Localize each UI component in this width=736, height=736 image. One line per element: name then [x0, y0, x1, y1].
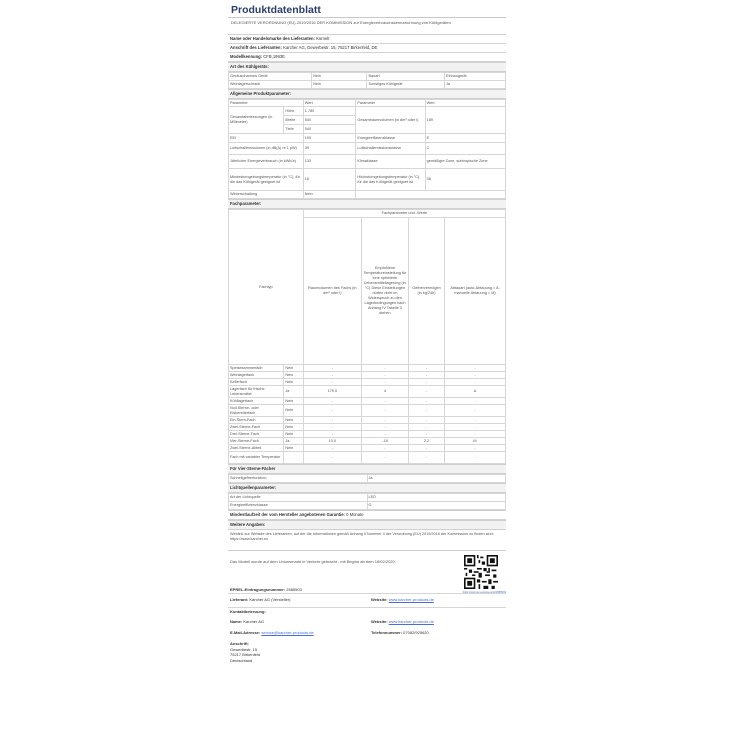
- footer-block: [228, 551, 506, 671]
- lieferant-value: Karcher AG (Versteller): [249, 597, 291, 602]
- table-cell: Nein: [284, 405, 303, 417]
- table-cell: 2,2: [409, 438, 445, 445]
- table-cell: LED: [367, 494, 506, 502]
- table-cell: Tiefe: [284, 125, 303, 134]
- table-cell: -: [409, 372, 445, 379]
- table-row: [229, 191, 506, 199]
- table-cell: Winterschaltung: [229, 191, 304, 199]
- table-cell: -: [409, 405, 445, 417]
- table-cell: -: [303, 417, 361, 424]
- table-cell: Energieeffizienzklasse: [229, 502, 368, 510]
- table-cell: -: [361, 417, 408, 424]
- table-cell: Weinlagerfach: [229, 372, 284, 379]
- appliance-type-table: [228, 72, 506, 89]
- eprel-value: 2585503: [286, 587, 302, 592]
- table-cell: E: [425, 134, 505, 143]
- page-title: Produktdatenblatt: [228, 0, 506, 18]
- compartment-row: [229, 424, 506, 431]
- table-cell: -: [303, 424, 361, 431]
- more-info-text: Weblink zur Website des Lieferanten, auf der die Informationen gemäß Anhang II Nummer 4 der Verordnung (EU) 2019/2016 der Kommission zu finden sind: https://www.karcher.eu: [228, 530, 506, 551]
- section-light-source: Lichtquellenparameter:: [228, 483, 506, 493]
- table-cell: -: [361, 365, 408, 372]
- table-cell: Nein: [284, 417, 303, 424]
- table-cell: EEI: [229, 134, 304, 143]
- table-cell: -: [303, 452, 361, 464]
- website2-label: Website:: [371, 619, 388, 624]
- phone-value: 07082/925620: [403, 630, 429, 635]
- temperature-header: Empfohlene Temperatureinstellung für eine optimierte Lebensmittellagerung (in °C) Diese Einstellungen dürfen nicht im Widerspruch zu den Lagerbedingungen nach Anhang IV Tabelle 3 stehen: [361, 218, 408, 365]
- table-cell: 4: [361, 386, 408, 398]
- table-cell: Einbaugerät: [445, 73, 506, 81]
- table-cell: -: [445, 372, 506, 379]
- table-row: [229, 169, 506, 191]
- address-line: Deutschland: [230, 657, 253, 663]
- compartment-row: [229, 379, 506, 386]
- defrost-header: Abtauart (auto-Abtauung = A, manuelle Abtauung = M): [445, 218, 506, 365]
- table-cell: Luftschallemissionen (in dB(A) re 1 pW): [229, 143, 304, 155]
- volume-value: 189: [425, 107, 505, 134]
- table-cell: Nein: [284, 365, 303, 372]
- compartment-row: [229, 431, 506, 438]
- table-header-cell: Wert: [425, 100, 505, 107]
- compartment-row: [229, 386, 506, 398]
- table-cell: -: [445, 365, 506, 372]
- name-value: Karcher AG: [243, 619, 265, 624]
- compartment-row: [229, 398, 506, 405]
- table-cell: -: [409, 365, 445, 372]
- table-cell: Geräuscharmes Gerät: [229, 73, 312, 81]
- table-cell: -: [409, 424, 445, 431]
- table-header-cell: Wert: [303, 100, 356, 107]
- table-cell: Breite: [284, 116, 303, 125]
- table-row: [229, 107, 506, 116]
- table-cell: -: [445, 379, 506, 386]
- table-cell: 39: [303, 143, 356, 155]
- table-cell: 179,0: [303, 386, 361, 398]
- section-compartments: Fachparameter:: [228, 199, 506, 209]
- table-cell: Fach mit variabler Temperatur: [229, 452, 284, 464]
- table-cell: -: [361, 424, 408, 431]
- table-cell: -: [303, 398, 361, 405]
- model-value: CFB,1993E: [263, 54, 285, 59]
- table-cell: A: [445, 386, 506, 398]
- table-cell: -: [303, 405, 361, 417]
- regulation-intro: DELEGIERTE VERORDNUNG (EU) 2019/2016 DER KOMMISSION zur Energieverbrauchskennzeichnung von Kühlgeräten: [228, 18, 506, 35]
- table-cell: -: [409, 445, 445, 452]
- table-cell: 133: [303, 155, 356, 169]
- table-cell: Jährlicher Energieverbrauch (in kWh/a): [229, 155, 304, 169]
- table-cell: -: [361, 445, 408, 452]
- table-cell: Speisekammerfach: [229, 365, 284, 372]
- brand-row: [228, 35, 506, 44]
- table-row: [229, 494, 506, 502]
- warranty-row: [228, 510, 506, 520]
- freezing-header: Gefriervermögen (in kg/24h): [409, 218, 445, 365]
- table-cell: -: [445, 417, 506, 424]
- table-cell: Nein: [284, 445, 303, 452]
- supplier-row: [228, 44, 506, 53]
- compartment-group-header: Fachparameter und -Werte: [303, 210, 505, 218]
- compartment-rows: [229, 365, 506, 464]
- table-cell: -: [361, 405, 408, 417]
- market-note: Das Modell wurde auf dem Unionsmarkt in Verkehr gebracht , mit Beginn ab dem 18/02/2020.: [230, 559, 396, 564]
- contact-name-row: [228, 619, 506, 629]
- eprel-row: [228, 587, 506, 594]
- website-label: Website:: [371, 597, 388, 602]
- table-header-row: [229, 100, 506, 107]
- qr-code-icon: [464, 555, 498, 589]
- address-label: Anschrift:: [230, 641, 249, 646]
- table-cell: Vier-Sterne-Fach: [229, 438, 284, 445]
- general-parameters-table: [228, 99, 506, 199]
- model-row: [228, 53, 506, 62]
- compartments-table: [228, 209, 506, 464]
- table-cell: Art der Lichtquelle: [229, 494, 368, 502]
- table-cell: -: [361, 372, 408, 379]
- section-general-parameters: Allgemeine Produktparameter:: [228, 89, 506, 99]
- compartment-row: [229, 405, 506, 417]
- table-cell: -: [445, 405, 506, 417]
- table-cell: -: [361, 431, 408, 438]
- table-cell: Drei-Sterne-Fach: [229, 431, 284, 438]
- table-cell: -: [445, 431, 506, 438]
- table-cell: Lagerfach für frische Lebensmittel: [229, 386, 284, 398]
- table-row: [229, 502, 506, 510]
- table-cell: Ja: [445, 81, 506, 89]
- table-cell: Zwei-Sterne-Abteil: [229, 445, 284, 452]
- light-source-table: [228, 493, 506, 510]
- table-cell: 10,0: [303, 438, 361, 445]
- table-cell: -: [303, 372, 361, 379]
- table-cell: -18: [361, 438, 408, 445]
- table-cell: -: [361, 398, 408, 405]
- table-cell: Schnellgefrierfunktion: [229, 475, 368, 483]
- address-line: Gewerbestr. 15: [230, 646, 258, 652]
- table-cell: Ja: [367, 475, 506, 483]
- table-cell: Bauart: [367, 73, 445, 81]
- table-header-row: [229, 210, 506, 218]
- table-cell: G: [367, 502, 506, 510]
- table-cell: -: [303, 431, 361, 438]
- warranty-label: Mindestlaufzeit der vom Hersteller angebotenen Garantie:: [230, 512, 345, 517]
- table-cell: -: [445, 424, 506, 431]
- table-cell: -: [445, 445, 506, 452]
- table-cell: -: [409, 452, 445, 464]
- table-cell: Ja: [284, 438, 303, 445]
- table-row: [229, 73, 506, 81]
- compartment-row: [229, 445, 506, 452]
- table-cell: 540: [303, 125, 356, 134]
- eprel-link[interactable]: https://eprel.ec.europa.eu/qr/2585503: [462, 591, 506, 594]
- table-cell: 100: [303, 134, 356, 143]
- table-cell: Nein: [303, 191, 356, 199]
- table-cell: Kellerfach: [229, 379, 284, 386]
- supplier-footer-row: [228, 597, 506, 608]
- table-cell: Null-Sterne- oder Eisbereiterfach: [229, 405, 284, 417]
- compartment-row: [229, 372, 506, 379]
- model-label: Modellkennung:: [230, 54, 263, 59]
- table-cell: Klimaklasse: [356, 155, 425, 169]
- four-star-table: [228, 474, 506, 483]
- table-cell: C: [425, 143, 505, 155]
- warranty-value: 0 Monate: [346, 512, 364, 517]
- table-cell: gemäßigte Zone, subtropische Zone: [425, 155, 505, 169]
- table-row: [229, 475, 506, 483]
- table-cell: -: [445, 398, 506, 405]
- table-cell: -: [303, 445, 361, 452]
- table-cell: Ja: [284, 386, 303, 398]
- table-cell: Nein: [284, 379, 303, 386]
- table-cell: -: [445, 452, 506, 464]
- table-cell: -: [361, 452, 408, 464]
- table-cell: [356, 191, 506, 199]
- table-cell: -: [303, 379, 361, 386]
- table-cell: Nein: [284, 431, 303, 438]
- compartment-row: [229, 365, 506, 372]
- table-cell: -: [303, 365, 361, 372]
- contact-title: Kontaktbetreuung:: [230, 609, 266, 614]
- volume-header: Raumvolumen des Fachs (in dm³ oder l): [303, 218, 361, 365]
- compartment-row: [229, 438, 506, 445]
- table-cell: Nein: [312, 73, 367, 81]
- supplier-label: Anschrift des Lieferanten:: [230, 45, 282, 50]
- table-cell: 1 780: [303, 107, 356, 116]
- table-cell: Kühllagerfach: [229, 398, 284, 405]
- website-link[interactable]: www.karcher-products.de: [388, 597, 434, 602]
- brand-label: Name oder Handelsmarke des Lieferanten:: [230, 36, 315, 41]
- table-header-cell: Parameter: [356, 100, 425, 107]
- table-cell: [284, 452, 303, 464]
- table-cell: M: [445, 438, 506, 445]
- table-row: [229, 143, 506, 155]
- table-row: [229, 155, 506, 169]
- contact-email-row: [228, 630, 506, 640]
- email-label: E-Mail-Adresse:: [230, 630, 261, 635]
- lieferant-label: Lieferant:: [230, 597, 249, 602]
- compartment-row: [229, 452, 506, 464]
- table-cell: Nein: [284, 372, 303, 379]
- table-cell: 540: [303, 116, 356, 125]
- table-cell: Sonstiges Kühlgerät: [367, 81, 445, 89]
- table-cell: -: [409, 431, 445, 438]
- product-data-sheet: [228, 0, 506, 736]
- website2-link[interactable]: www.karcher-products.de: [388, 619, 434, 624]
- address-line: 75217 Birkenfeld: [230, 652, 261, 657]
- table-cell: -: [409, 386, 445, 398]
- address-block: [228, 641, 506, 663]
- table-cell: Zwei-Sterne-Fach: [229, 424, 284, 431]
- table-cell: -: [409, 379, 445, 386]
- compartment-row: [229, 417, 506, 424]
- table-row: [229, 81, 506, 89]
- table-cell: -: [361, 379, 408, 386]
- table-cell: Nein: [284, 398, 303, 405]
- phone-label: Telefonnummer:: [371, 630, 403, 635]
- compartment-type-header: Fachtyp: [229, 210, 304, 365]
- email-link[interactable]: service@karcher-products.de: [261, 630, 314, 635]
- table-row: [229, 134, 506, 143]
- table-cell: Nein: [284, 424, 303, 431]
- table-cell: 16: [303, 169, 356, 191]
- supplier-value: Karcher AG, Gewerbestr. 15, 75217 Birkenfeld, DE: [283, 45, 378, 50]
- dimensions-label: Gesamtabmessungen (in Millimeter): [229, 107, 284, 134]
- name-label: Name:: [230, 619, 243, 624]
- brand-value: Kornelt: [316, 36, 330, 41]
- table-cell: Energieeffizienzklasse: [356, 134, 425, 143]
- table-cell: 38: [425, 169, 505, 191]
- section-more-info: Weitere Angaben:: [228, 520, 506, 530]
- table-cell: Höchstumgebungstemperatur (in °C), für die das Kühlgerät geeignet ist: [356, 169, 425, 191]
- table-cell: -: [409, 417, 445, 424]
- section-four-star: Für Vier-Sterne-Fächer: [228, 464, 506, 474]
- volume-label: Gesamtraumvolumen (in dm³ oder l): [356, 107, 425, 134]
- table-cell: Höhe: [284, 107, 303, 116]
- table-cell: Luftschallemissionsklasse: [356, 143, 425, 155]
- table-cell: -: [409, 398, 445, 405]
- eprel-label: EPREL-Eintragungsnummer:: [230, 587, 286, 592]
- table-cell: Nein: [312, 81, 367, 89]
- table-cell: Mindestumgebungstemperatur (in °C), für die das Kühlgerät geeignet ist: [229, 169, 304, 191]
- section-appliance-type: Art des Kühlgeräts:: [228, 62, 506, 72]
- table-cell: Ein-Stern-Fach: [229, 417, 284, 424]
- table-header-cell: Parameter: [229, 100, 304, 107]
- table-cell: Weinlagerschrank: [229, 81, 312, 89]
